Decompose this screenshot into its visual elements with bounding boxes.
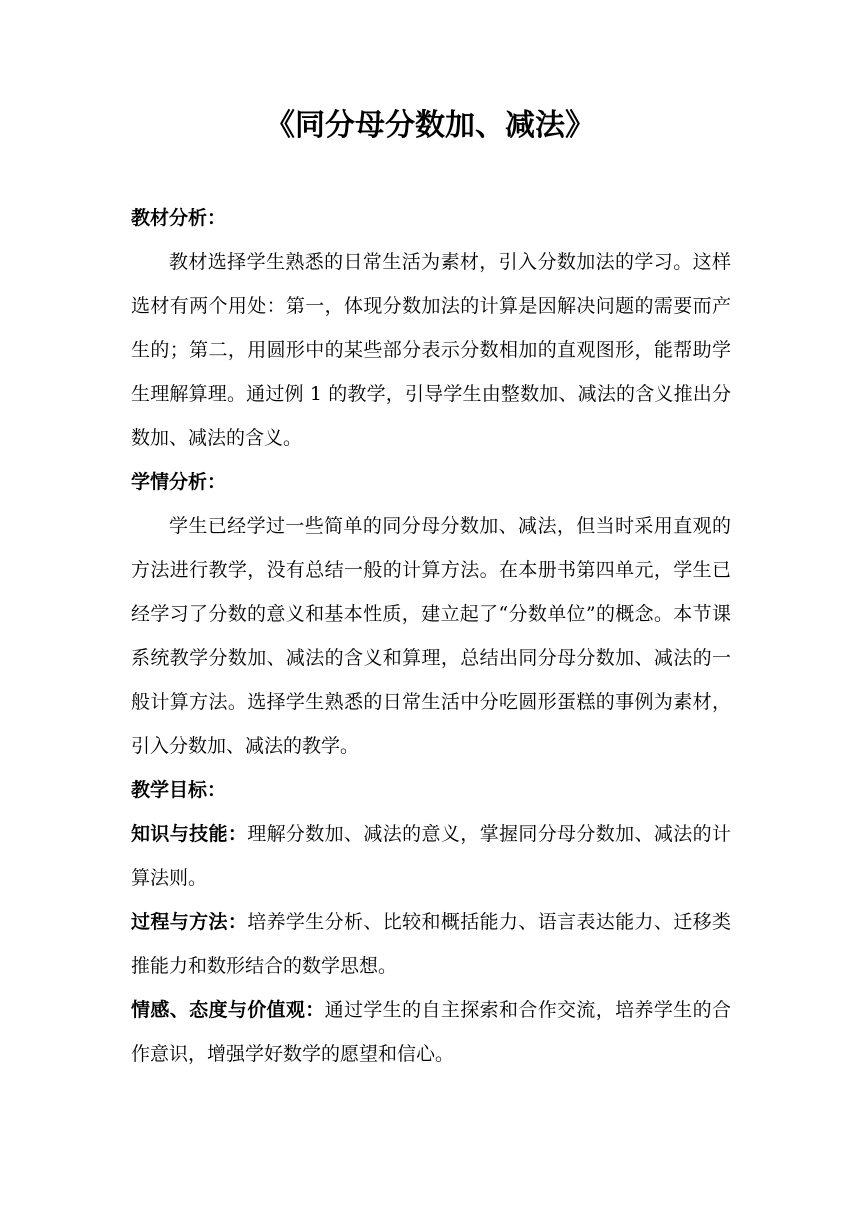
process-goal-label: 过程与方法： xyxy=(131,911,248,933)
student-analysis-paragraph: 学生已经学过一些简单的同分母分数加、减法，但当时采用直观的方法进行教学，没有总结一般的计算方法。在本册书第四单元，学生已经学习了分数的意义和基本性质，建立起了“分数单位”的概念。本节课系统教学分数加、减法的含义和算理，总结出同分母分数加、减法的一般计算方法。选择学生熟悉的日常生活中分吃圆形蛋糕的事例为素材，引入分数加、减法的教学。 xyxy=(131,515,731,757)
document-title: 《同分母分数加、减法》 xyxy=(265,108,595,143)
emotion-goal-label: 情感、态度与价值观： xyxy=(131,999,325,1021)
process-goal xyxy=(131,900,731,988)
knowledge-goal xyxy=(131,812,731,900)
student-analysis-heading: 学情分析： xyxy=(131,471,227,493)
material-analysis-heading: 教材分析： xyxy=(131,207,227,229)
teaching-goals-heading: 教学目标： xyxy=(131,779,227,801)
emotion-goal-text: 通过学生的自主探索和合作交流，培养学生的合作意识，增强学好数学的愿望和信心。 xyxy=(131,999,731,1065)
material-analysis-paragraph: 教材选择学生熟悉的日常生活为素材，引入分数加法的学习。这样选材有两个用处：第一，体现分数加法的计算是因解决问题的需要而产生的；第二，用圆形中的某些部分表示分数相加的直观图形，能帮助学生理解算理。通过例 1 的教学，引导学生由整数加、减法的含义推出分数加、减法的含义。 xyxy=(131,251,731,449)
knowledge-goal-text: 理解分数加、减法的意义，掌握同分母分数加、减法的计算法则。 xyxy=(131,823,731,889)
emotion-goal xyxy=(131,988,731,1076)
process-goal-text: 培养学生分析、比较和概括能力、语言表达能力、迁移类推能力和数形结合的数学思想。 xyxy=(131,911,731,977)
knowledge-goal-label: 知识与技能： xyxy=(131,823,248,845)
document-body xyxy=(131,196,731,1076)
